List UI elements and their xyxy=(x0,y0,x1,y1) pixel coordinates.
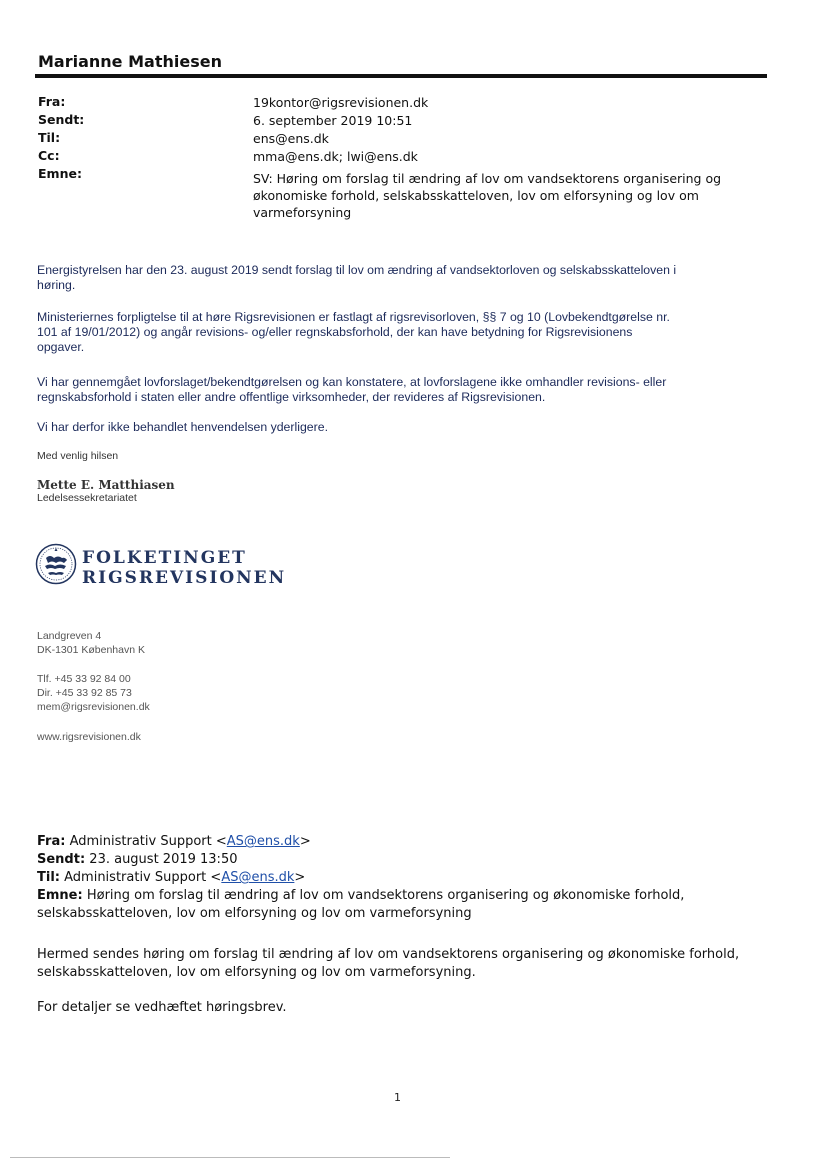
page-bottom-divider xyxy=(10,1157,450,1158)
phone-main: Tlf. +45 33 92 84 00 xyxy=(37,673,131,685)
closing-greeting: Med venlig hilsen xyxy=(37,450,119,462)
forwarded-from-email-link[interactable]: AS@ens.dk xyxy=(226,834,300,849)
subject-label: Emne: xyxy=(38,166,82,181)
from-label: Fra: xyxy=(38,94,66,109)
forwarded-from-label: Fra: xyxy=(37,834,66,849)
forwarded-subject-line-1 xyxy=(37,887,684,904)
forwarded-to-email-link[interactable]: AS@ens.dk xyxy=(221,870,295,885)
forwarded-body-line-2: selskabsskatteloven, lov om elforsyning og lov om varmeforsyning. xyxy=(37,965,476,980)
header-divider xyxy=(35,74,767,78)
body-paragraph-2-line-3: opgaver. xyxy=(37,340,85,354)
forwarded-to-line xyxy=(37,869,305,886)
forwarded-to-end: > xyxy=(294,870,306,885)
logo-text-folketinget: FOLKETINGET xyxy=(82,548,247,568)
body-paragraph-3-line-2: regnskabsforhold i staten eller andre offentlige virksomheder, der revideres af Rigsrevisionen. xyxy=(37,390,546,404)
forwarded-subject-value-1: Høring om forslag til ændring af lov om vandsektorens organisering og økonomiske forhold, xyxy=(86,888,685,903)
signature-name: Mette E. Matthiasen xyxy=(37,478,175,492)
body-paragraph-4: Vi har derfor ikke behandlet henvendelsen yderligere. xyxy=(37,420,328,434)
body-paragraph-1-line-2: høring. xyxy=(37,278,76,292)
signature-department: Ledelsessekretariatet xyxy=(37,492,137,504)
to-value: ens@ens.dk xyxy=(253,131,329,146)
sent-label: Sendt: xyxy=(38,112,85,127)
to-label: Til: xyxy=(38,130,61,145)
from-value: 19kontor@rigsrevisionen.dk xyxy=(253,95,429,110)
forwarded-sent-label: Sendt: xyxy=(37,852,86,867)
forwarded-from-line xyxy=(37,833,311,850)
logo-text-rigsrevisionen: RIGSREVISIONEN xyxy=(82,568,287,588)
subject-value-line-2: økonomiske forhold, selskabsskatteloven, lov om elforsyning og lov om xyxy=(253,188,699,203)
forwarded-from-name: Administrativ Support < xyxy=(69,834,227,849)
document-owner-name: Marianne Mathiesen xyxy=(38,52,222,71)
forwarded-sent-value: 23. august 2019 13:50 xyxy=(89,852,238,867)
forwarded-subject-line-2: selskabsskatteloven, lov om elforsyning og lov om varmeforsyning xyxy=(37,906,472,921)
signature-email: mem@rigsrevisionen.dk xyxy=(37,701,150,713)
forwarded-to-label: Til: xyxy=(37,870,60,885)
body-paragraph-2-line-1: Ministeriernes forpligtelse til at høre Rigsrevisionen er fastlagt af rigsrevisorloven, §§ 7 og 10 (Lovbekendtgørelse nr. xyxy=(37,310,670,324)
subject-value-line-3: varmeforsyning xyxy=(253,205,352,220)
subject-value-line-1: SV: Høring om forslag til ændring af lov om vandsektorens organisering og xyxy=(253,171,722,186)
website-link[interactable]: www.rigsrevisionen.dk xyxy=(37,731,141,743)
phone-direct: Dir. +45 33 92 85 73 xyxy=(37,687,132,699)
forwarded-body-line-1: Hermed sendes høring om forslag til ændring af lov om vandsektorens organisering og økonomiske forhold, xyxy=(37,947,740,962)
body-paragraph-1-line-1: Energistyrelsen har den 23. august 2019 sendt forslag til lov om ændring af vandsektorloven og selskabsskatteloven i xyxy=(37,263,677,277)
forwarded-body-line-3: For detaljer se vedhæftet høringsbrev. xyxy=(37,1000,287,1015)
sent-value: 6. september 2019 10:51 xyxy=(253,113,413,128)
forwarded-sent-line xyxy=(37,851,237,868)
cc-value: mma@ens.dk; lwi@ens.dk xyxy=(253,149,418,164)
cc-label: Cc: xyxy=(38,148,60,163)
forwarded-to-name: Administrativ Support < xyxy=(64,870,222,885)
address-street: Landgreven 4 xyxy=(37,630,102,642)
body-paragraph-3-line-1: Vi har gennemgået lovforslaget/bekendtgørelsen og kan konstatere, at lovforslagene ikke omhandler revisions- eller xyxy=(37,375,667,389)
forwarded-from-end: > xyxy=(299,834,311,849)
forwarded-subject-label: Emne: xyxy=(37,888,83,903)
address-city: DK-1301 København K xyxy=(37,644,145,656)
body-paragraph-2-line-2: 101 af 19/01/2012) og angår revisions- og/eller regnskabsforhold, der kan have betydning for Rigsrevisionens xyxy=(37,325,633,339)
page-number: 1 xyxy=(394,1091,401,1104)
rigsrevisionen-seal-icon xyxy=(35,543,77,585)
